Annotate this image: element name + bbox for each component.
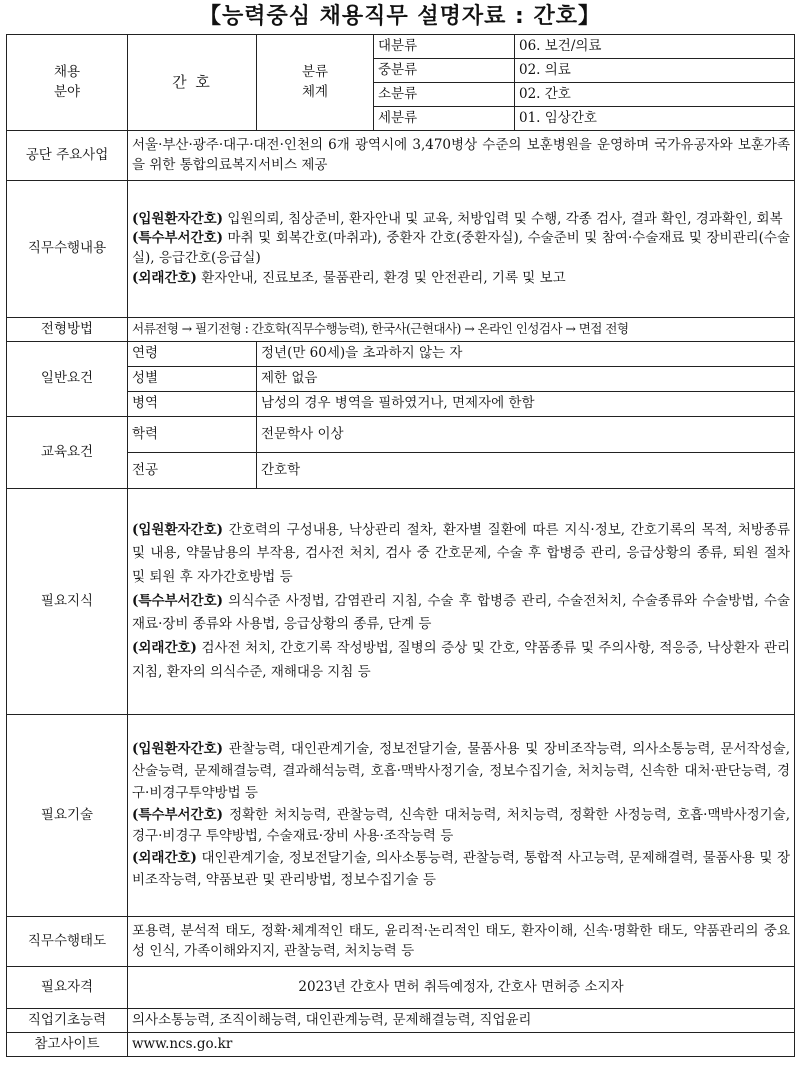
duties-label: 직무수행내용 bbox=[7, 181, 128, 318]
skills-label: 필요기술 bbox=[7, 715, 128, 917]
qualification-text: 2023년 간호사 면허 취득예정자, 간호사 면허증 소지자 bbox=[128, 967, 795, 1009]
class-value-detail: 01. 임상간호 bbox=[515, 107, 795, 131]
class-value-minor: 02. 간호 bbox=[515, 83, 795, 107]
knowledge-item: (특수부서간호) 의식수준 사정법, 감염관리 지침, 수술 후 합병증 관리, 수술전처치, 수술종류와 수술방법, 수술재료·장비 종류와 사용법, 응급상황의 종류, 단계 등 bbox=[132, 592, 790, 633]
recruit-field-value: 간 호 bbox=[128, 35, 257, 131]
education-key-major: 전공 bbox=[128, 453, 257, 489]
recruit-field-label: 채용 분야 bbox=[7, 35, 128, 131]
class-value-major: 06. 보건/의료 bbox=[515, 35, 795, 59]
class-key-major: 대분류 bbox=[374, 35, 515, 59]
basic-ability-label: 직업기초능력 bbox=[7, 1009, 128, 1033]
qualification-label: 필요자격 bbox=[7, 967, 128, 1009]
education-key-degree: 학력 bbox=[128, 417, 257, 453]
duties-content bbox=[128, 181, 795, 318]
class-key-middle: 중분류 bbox=[374, 59, 515, 83]
selection-label: 전형방법 bbox=[7, 318, 128, 342]
reference-site-label: 참고사이트 bbox=[7, 1033, 128, 1057]
general-key-age: 연령 bbox=[128, 342, 257, 367]
education-label: 교육요건 bbox=[7, 417, 128, 489]
duty-item: (외래간호) 환자안내, 진료보조, 물품관리, 환경 및 안전관리, 기록 및 보고 bbox=[132, 269, 566, 286]
page-title: 【능력중심 채용직무 설명자료 : 간호】 bbox=[199, 4, 601, 29]
selection-text: 서류전형 → 필기전형 : 간호학(직무수행능력), 한국사(근현대사) → 온라인 인성검사 → 면접 전형 bbox=[128, 318, 795, 342]
attitude-label: 직무수행태도 bbox=[7, 917, 128, 967]
general-value-military: 남성의 경우 병역을 필하였거나, 면제자에 한함 bbox=[257, 392, 795, 417]
attitude-text: 포용력, 분석적 태도, 정확·체계적인 태도, 윤리적·논리적인 태도, 환자이해, 신속·명확한 태도, 약품관리의 중요성 인식, 가족이해와지지, 관찰능력, 처치능력 등 bbox=[128, 917, 795, 967]
knowledge-content bbox=[128, 489, 795, 715]
general-key-gender: 성별 bbox=[128, 367, 257, 392]
class-value-middle: 02. 의료 bbox=[515, 59, 795, 83]
knowledge-item: (외래간호) 검사전 처치, 간호기록 작성방법, 질병의 증상 및 간호, 약품종류 및 주의사항, 적응증, 낙상환자 관리지침, 환자의 의식수준, 재해대응 지침 등 bbox=[132, 639, 790, 680]
skills-item: (특수부서간호) 정확한 처치능력, 관찰능력, 신속한 대처능력, 처치능력, 정확한 사정능력, 호흡·맥박사정기술, 경구·비경구 투약방법, 수술재료·장비 사용·조작능력 등 bbox=[132, 806, 790, 845]
skills-content bbox=[128, 715, 795, 917]
skills-item: (외래간호) 대인관계기술, 정보전달기술, 의사소통능력, 관찰능력, 통합적 사고능력, 문제해결력, 물품사용 및 장비조작능력, 약품보관 및 관리방법, 정보수집기술 등 bbox=[132, 850, 790, 889]
reference-site-link[interactable]: www.ncs.go.kr bbox=[128, 1033, 795, 1057]
duty-item: (특수부서간호) 마취 및 회복간호(마취과), 중환자 간호(중환자실), 수술준비 및 참여·수술재료 및 장비관리(수술실), 응급간호(응급실) bbox=[132, 230, 790, 266]
duty-item: (입원환자간호) 입원의뢰, 침상준비, 환자안내 및 교육, 처방입력 및 수행, 각종 검사, 결과 확인, 경과확인, 회복 bbox=[132, 210, 783, 227]
general-label: 일반요건 bbox=[7, 342, 128, 417]
skills-item: (입원환자간호) 관찰능력, 대인관계기술, 정보전달기술, 물품사용 및 장비조작능력, 의사소통능력, 문서작성술, 산술능력, 문제해결능력, 결과해석능력, 호흡·맥박사정기술, 정보수집기술, 처치능력, 신속한 대처·판단능력, 경구·비경구투약방법 등 bbox=[132, 740, 790, 801]
main-business-label: 공단 주요사업 bbox=[7, 131, 128, 181]
job-description-table bbox=[6, 34, 795, 1057]
education-value-degree: 전문학사 이상 bbox=[257, 417, 795, 453]
main-business-text: 서울·부산·광주·대구·대전·인천의 6개 광역시에 3,470병상 수준의 보훈병원을 운영하며 국가유공자와 보훈가족을 위한 통합의료복지서비스 제공 bbox=[128, 131, 795, 181]
classification-label: 분류 체계 bbox=[257, 35, 374, 131]
education-value-major: 간호학 bbox=[257, 453, 795, 489]
basic-ability-text: 의사소통능력, 조직이해능력, 대인관계능력, 문제해결능력, 직업윤리 bbox=[128, 1009, 795, 1033]
general-key-military: 병역 bbox=[128, 392, 257, 417]
knowledge-label: 필요지식 bbox=[7, 489, 128, 715]
class-key-minor: 소분류 bbox=[374, 83, 515, 107]
knowledge-item: (입원환자간호) 간호력의 구성내용, 낙상관리 절차, 환자별 질환에 따른 지식·정보, 간호기록의 목적, 처방종류 및 내용, 약물남용의 부작용, 검사전 처치, 검사 중 간호문제, 수술 후 합병증 관리, 응급상황의 종류, 퇴원 절차 및 퇴원 후 자가간호방법 등 bbox=[132, 521, 790, 586]
general-value-gender: 제한 없음 bbox=[257, 367, 795, 392]
class-key-detail: 세분류 bbox=[374, 107, 515, 131]
general-value-age: 정년(만 60세)을 초과하지 않는 자 bbox=[257, 342, 795, 367]
